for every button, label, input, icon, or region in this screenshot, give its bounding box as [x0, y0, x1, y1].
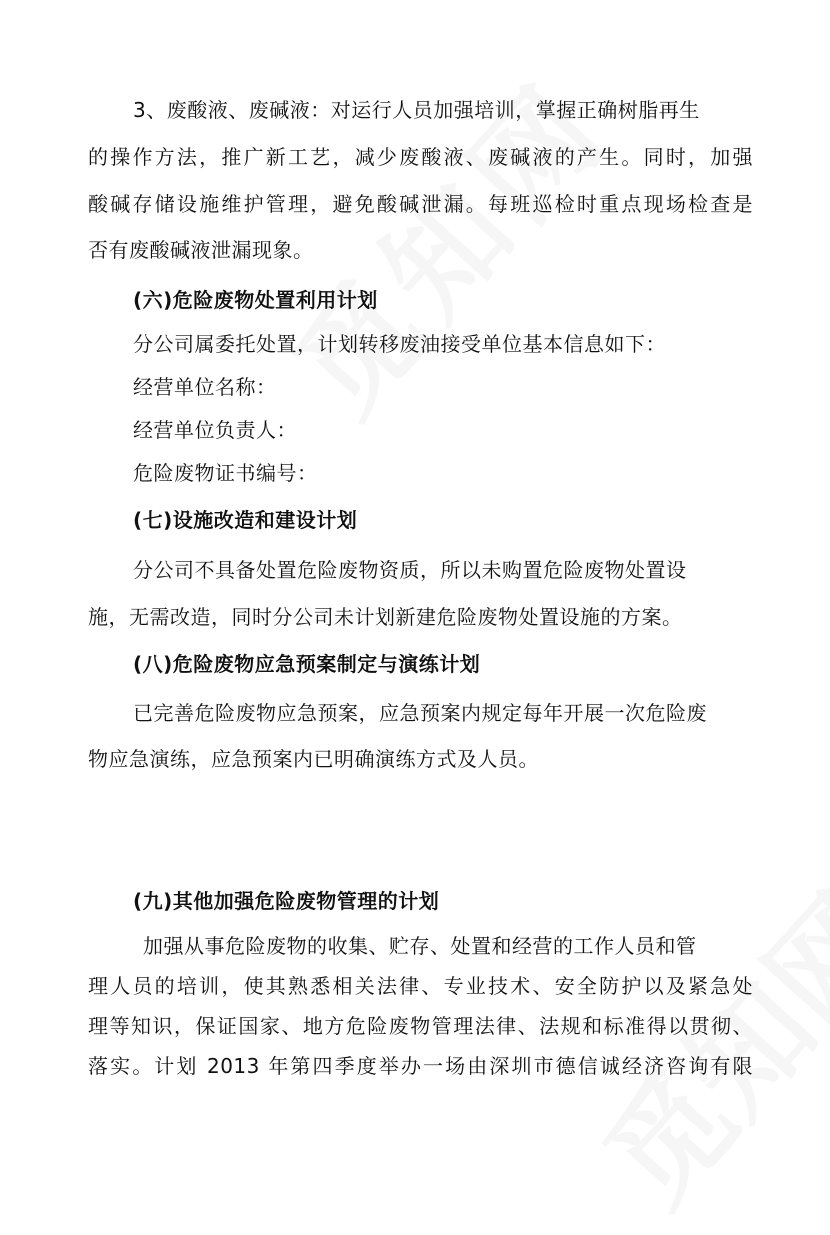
section-9-line-1: 加强从事危险废物的收集、贮存、处置和经营的工作人员和管 — [143, 934, 697, 958]
field-operator-name: 经营单位名称： — [133, 375, 277, 399]
section-8-line-2: 物应急演练，应急预案内已明确演练方式及人员。 — [88, 747, 539, 771]
section-6-heading: (六)危险废物处置利用计划 — [133, 288, 378, 312]
para3-line-3: 酸碱存储设施维护管理，避免酸碱泄漏。每班巡检时重点现场检查是 — [88, 192, 753, 216]
field-certificate-number: 危险废物证书编号： — [133, 461, 318, 485]
section-7-heading: (七)设施改造和建设计划 — [133, 508, 358, 532]
section-7-line-2: 施，无需改造，同时分公司未计划新建危险废物处置设施的方案。 — [88, 605, 683, 629]
section-7-line-1: 分公司不具备处置危险废物资质，所以未购置危险废物处置设 — [133, 558, 687, 582]
section-6-intro: 分公司属委托处置，计划转移废油接受单位基本信息如下： — [133, 332, 666, 356]
section-9-heading: (九)其他加强危险废物管理的计划 — [133, 889, 440, 913]
para3-line-2: 的操作方法，推广新工艺，减少废酸液、废碱液的产生。同时，加强 — [88, 145, 753, 169]
para3-line-4: 否有废酸碱液泄漏现象。 — [88, 238, 314, 262]
para3-line-1: 3、废酸液、废碱液：对运行人员加强培训，掌握正确树脂再生 — [133, 98, 700, 122]
section-9-line-3: 理等知识，保证国家、地方危险废物管理法律、法规和标准得以贯彻、 — [88, 1014, 753, 1038]
watermark-2 — [560, 852, 830, 1235]
section-8-heading: (八)危险废物应急预案制定与演练计划 — [133, 652, 481, 676]
field-operator-head: 经营单位负责人： — [133, 418, 297, 442]
section-8-line-1: 已完善危险废物应急预案，应急预案内规定每年开展一次危险废 — [133, 701, 707, 725]
section-9-line-4: 落实。计划 2013 年第四季度举办一场由深圳市德信诚经济咨询有限 — [88, 1054, 753, 1078]
section-9-line-2: 理人员的培训，使其熟悉相关法律、专业技术、安全防护以及紧急处 — [88, 974, 753, 998]
